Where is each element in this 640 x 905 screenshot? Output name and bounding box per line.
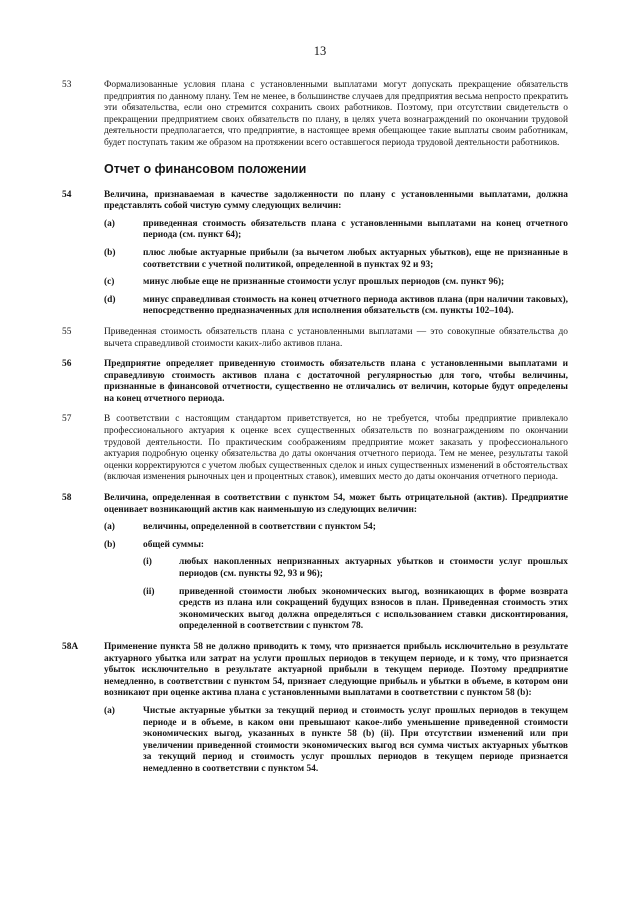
list-item-text: минус любые еще не признанные стоимости услуг прошлых периодов (см. пункт 96); xyxy=(143,277,505,288)
paragraph-56 xyxy=(62,359,568,405)
paragraph-number: 58 xyxy=(62,493,72,504)
paragraph-58 xyxy=(62,493,568,633)
list-item xyxy=(104,706,568,776)
list-item-label: (a) xyxy=(104,705,115,716)
list-item xyxy=(104,248,568,271)
paragraph-55 xyxy=(62,327,568,350)
list-item-label: (b) xyxy=(104,539,116,550)
list-item xyxy=(104,522,568,534)
list-item-label: (a) xyxy=(104,522,115,533)
list-item-text: минус справедливая стоимость на конец отчетного периода активов плана (при наличии таковых), непосредственно предназначенных для исполнения обязательств (см. пункты 102–104). xyxy=(143,294,568,317)
document-body xyxy=(62,80,568,785)
paragraph-text: Предприятие определяет приведенную стоимость обязательств плана с установленными выплатами и справедливую стоимость активов плана с достаточной регулярностью для того, чтобы величины, признанные в финансовой отчетности, существенно не отличались от величин, которые будут определены на конец отчетного периода. xyxy=(104,359,568,404)
paragraph-text: Формализованные условия плана с установленными выплатами могут допускать прекращение обязательств предприятия по данному плану. Тем не менее, в большинстве случаев для предприятия весьма непросто прекратить эти обязательства, если оно стремится сохранить своих работников. Поэтому, при отсутствии свидетельств о прекращении предприятием своих обязательств по плану, в целях учета вознаграждений по окончании трудовой деятельности предполагается, что предприятие, в настоящее время обещающее такие выплаты своим работникам, будет поступать таким же образом на протяжении всего оставшегося периода трудовой деятельности работников. xyxy=(104,80,568,148)
paragraph-number: 58A xyxy=(62,641,79,652)
section-heading: Отчет о финансовом положении xyxy=(104,161,307,176)
sub-list-item-label: (ii) xyxy=(143,586,155,597)
paragraph-text: В соответствии с настоящим стандартом приветствуется, но не требуется, чтобы предприятие привлекало профессионального актуария к оценке всех существенных обязательств по вознаграждениям по окончании трудовой деятельности. По практическим соображениям предприятие может заказать у профессионального актуария подробную оценку обязательства до даты окончания отчетного периода. Тем не менее, результаты такой оценки корректируются с учетом любых существенных сделок и иных существенных изменений в обстоятельствах (включая изменения рыночных цен и процентных ставок), имевших место до даты окончания отчетного периода. xyxy=(104,414,568,483)
paragraph-number: 56 xyxy=(62,359,72,370)
list-item-text: плюс любые актуарные прибыли (за вычетом любых актуарных убытков), еще не признанные в соответствии с учетной политикой, определенной в пунктах 92 и 93; xyxy=(143,247,568,270)
sub-list-item xyxy=(104,557,568,580)
paragraph-53 xyxy=(62,80,568,150)
list-item xyxy=(104,277,568,289)
list-item-text: Чистые актуарные убытки за текущий период и стоимость услуг прошлых периодов в текущем периоде и в объеме, в каком они превышают какое-либо уменьшение приведенной стоимости экономических выгод, указанных в пункте 58 (b) (ii). При отсутствии изменений или при увеличении приведенной стоимости экономических выгод вся сумма чистых актуарных убытков за текущий период и стоимость услуг прошлых периодов в текущем периоде признается немедленно в соответствии с пунктом 54. xyxy=(143,705,568,774)
list-item xyxy=(104,219,568,242)
list-item-label: (d) xyxy=(104,294,116,305)
paragraph-text: Применение пункта 58 не должно приводить к тому, что признается прибыль исключительно в результате актуарного убытка или затрат на услуги прошлых периодов в текущем периоде, и к тому, что признается убыток исключительно в результате актуарной прибыли в текущем периоде. Поэтому предприятие немедленно, в соответствии с пунктом 54, признает следующие прибыль и убытки в объеме, в котором они возникают при оценке актива плана с установленными выплатами в соответствии с пунктом 58 (b): xyxy=(104,641,568,699)
paragraph-number: 55 xyxy=(62,326,72,337)
paragraph-text: Приведенная стоимость обязательств плана с установленными выплатами — это совокупные обязательства до вычета справедливой стоимости каких-либо активов плана. xyxy=(104,326,568,349)
sub-list-item-text: приведенной стоимости любых экономических выгод, возникающих в форме возврата средств из плана или сокращений будущих взносов в план. Приведенная стоимость этих экономических выгод должна определяться с использованием ставки дисконтирования, определенной в соответствии с пунктом 78. xyxy=(179,586,568,632)
list-item-label: (c) xyxy=(104,277,115,288)
sub-list-item xyxy=(104,587,568,633)
paragraph-number: 54 xyxy=(62,189,72,200)
paragraph-54 xyxy=(62,190,568,318)
list-item-label: (b) xyxy=(104,247,116,258)
paragraph-number: 53 xyxy=(62,80,72,90)
paragraph-58a xyxy=(62,642,568,776)
page-number: 13 xyxy=(313,44,327,58)
sub-list xyxy=(104,557,568,633)
sub-list-item-text: любых накопленных непризнанных актуарных убытков и стоимости услуг прошлых периодов (см. пункты 92, 93 и 96); xyxy=(179,557,568,579)
paragraph-number: 57 xyxy=(62,414,72,425)
paragraph-text: Величина, признаваемая в качестве задолженности по плану с установленными выплатами, должна представлять собой чистую сумму следующих величин: xyxy=(104,189,568,212)
list-item-text: приведенная стоимость обязательств плана с установленными выплатами на конец отчетного периода (см. пункт 64); xyxy=(143,218,568,241)
paragraph-57 xyxy=(62,414,568,484)
list-item-label: (a) xyxy=(104,218,115,229)
list-item-text: величины, определенной в соответствии с пунктом 54; xyxy=(143,522,376,533)
list-item-text: общей суммы: xyxy=(143,539,205,550)
sub-list-item-label: (i) xyxy=(143,557,152,568)
list-item xyxy=(104,540,568,552)
list-item xyxy=(104,295,568,318)
paragraph-text: Величина, определенная в соответствии с пунктом 54, может быть отрицательной (актив). Предприятие оценивает возникающий актив как наименьшую из следующих величин: xyxy=(104,493,568,515)
